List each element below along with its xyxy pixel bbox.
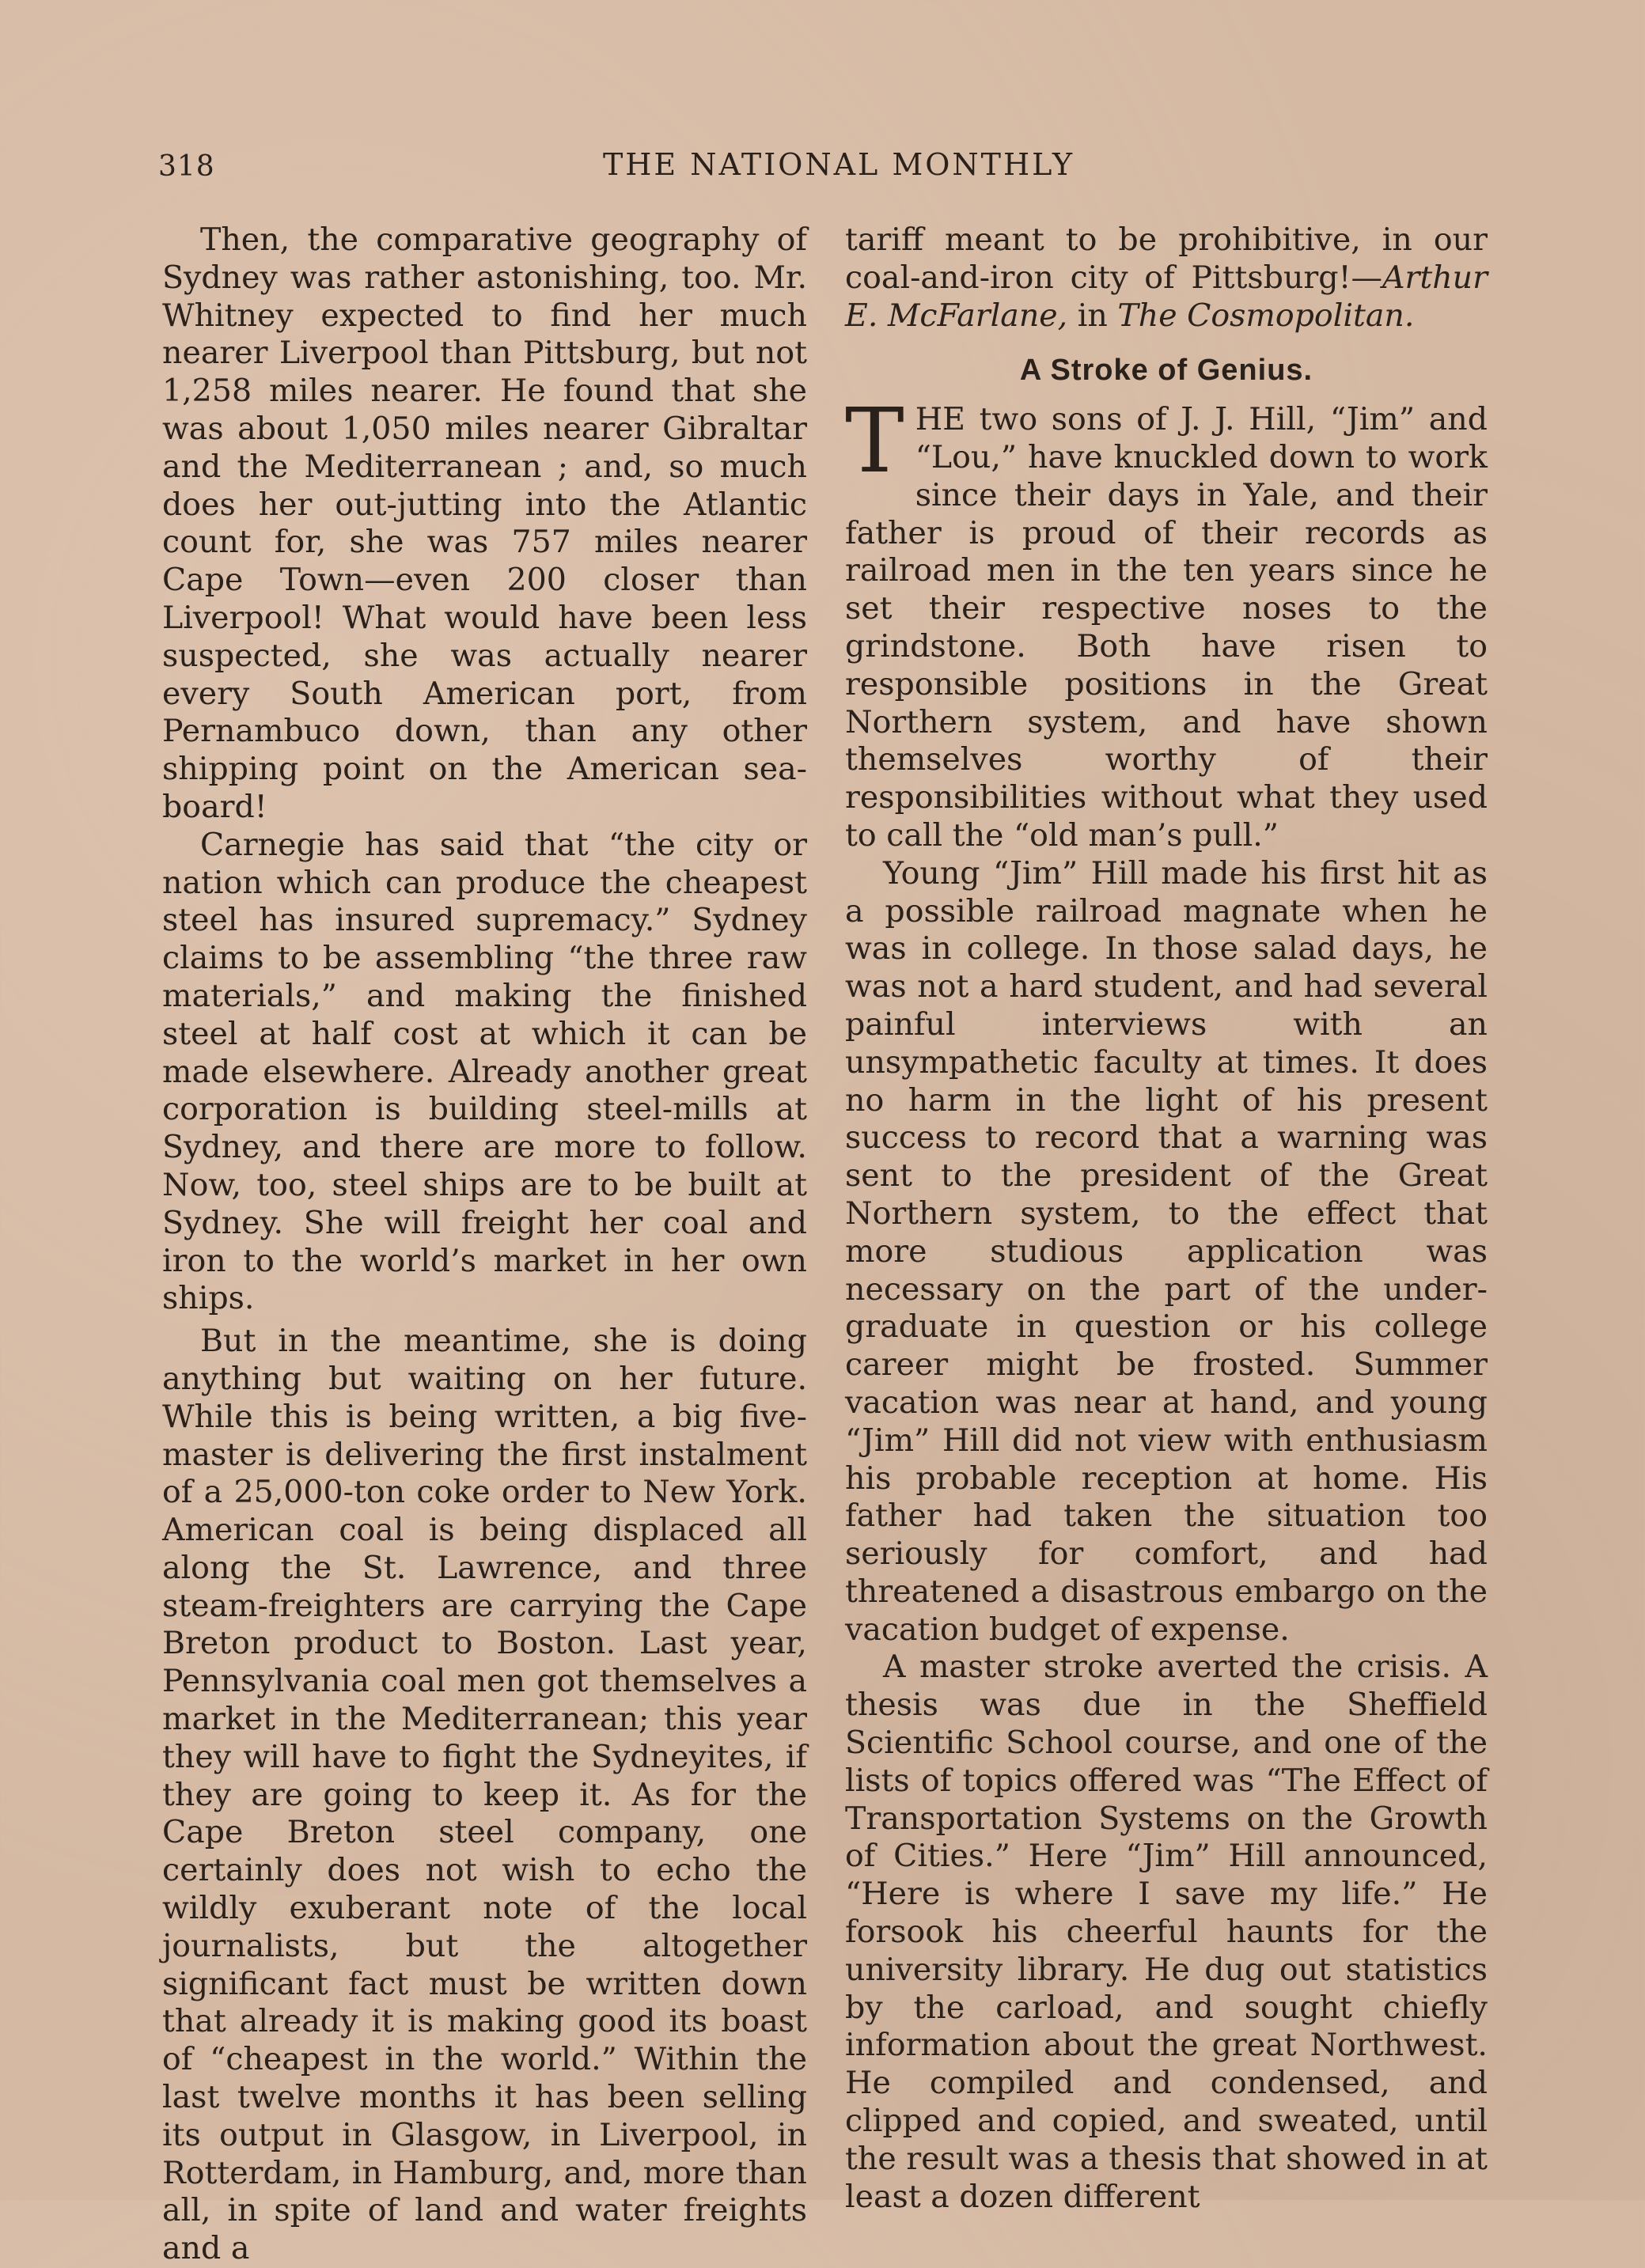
body-paragraph: Carnegie has said that “the city or nation which can produce the cheapest steel has insured supremacy.” Sydney claims to be assembling “the three raw materials,” and making the finished steel at half cost at which it can be made elsewhere. Already another great corporation is building steel-mills at Sydney, and there are more to follow. Now, too, steel ships are to be built at Sydney. She will freight her coal and iron to the world’s market in her own ships. — [162, 826, 807, 1317]
body-paragraph: But in the meantime, she is doing anything but waiting on her future. While this is being written, a big five-master is delivering the first instalment of a 25,000-ton coke order to New York. American coal is being displaced all along the St. Lawrence, and three steam-freighters are carrying the Cape Breton product to Boston. Last year, Pennsylvania coal men got themselves a market in the Mediterranean; this year they will have to fight the Sydneyites, if they are going to keep it. As for the Cape Breton steel company, one certainly does not wish to echo the wildly exuberant note of the local journalists, but the altogether significant fact must be written down that already it is making good its boast of “cheapest in the world.” Within the last twelve months it has been selling its output in Glasgow, in Liverpool, in Rotterdam, in Hamburg, and, more than all, in spite of land and water freights and a — [162, 1323, 807, 2267]
left-column — [162, 221, 807, 2268]
running-head — [158, 142, 1519, 190]
body-paragraph: A master stroke averted the crisis. A thesis was due in the Sheffield Scientific School course, and one of the lists of topics offered was “The Effect of Transportation Systems on the Growth of Cities.” Here “Jim” Hill announced, “Here is where I save my life.” He forsook his cheerful haunts for the university library. He dug out statistics by the carload, and sought chiefly information about the great Northwest. He compiled and condensed, and clipped and copied, and sweated, until the result was a thesis that showed in at least a dozen different — [845, 1649, 1488, 2215]
body-paragraph: Young “Jim” Hill made his first hit as a possible railroad magnate when he was in college. In those salad days, he was not a hard student, and had several painful interviews with an unsympathetic faculty at times. It does no harm in the light of his present success to record that a warning was sent to the president of the Great Northern system, to the effect that more studious application was necessary on the part of the under-graduate in question or his college career might be frosted. Summer vacation was near at hand, and young “Jim” Hill did not view with enthusiasm his probable reception at home. His father had taken the situation too seriously for comfort, and had threatened a disastrous embargo on the vacation budget of expense. — [845, 854, 1488, 1648]
first-paragraph-text: HE two sons of J. J. Hill, “Jim” and “Lou,” have knuckled down to work since their days in Yale, and their father is proud of their records as railroad men in the ten years since he set their respective noses to the grindstone. Both have risen to responsible positions in the Great Northern system, and have shown themselves worthy of their responsibilities without what they used to call the “old man’s pull.” — [845, 401, 1488, 854]
section-heading: A Stroke of Genius. — [1019, 354, 1313, 388]
first-paragraph — [845, 390, 1488, 855]
journal-title: THE NATIONAL MONTHLY — [602, 147, 1075, 182]
attribution-author: Arthur E. McFarlane, — [845, 259, 1488, 334]
drop-cap: T — [845, 390, 904, 494]
attribution-in: in — [1067, 297, 1118, 334]
right-column — [845, 221, 1488, 2216]
continuation-paragraph — [845, 221, 1488, 335]
page-number: 318 — [158, 150, 215, 183]
continuation-text: tariff meant to be prohibitive, in our coal-and-iron city of Pittsburg!— — [845, 221, 1488, 296]
attribution-source: The Cosmopolitan. — [1117, 297, 1415, 334]
body-paragraph: Then, the comparative geography of Sydney was rather astonishing, too. Mr. Whitney expected to find her much nearer Liverpool than Pittsburg, but not 1,258 miles nearer. He found that she was about 1,050 miles nearer Gibraltar and the Mediterranean ; and, so much does her out-jutting into the Atlantic count for, she was 757 miles nearer Cape Town—even 200 closer than Liverpool! What would have been less suspected, she was actually nearer every South American port, from Pernambuco down, than any other shipping point on the American sea-board! — [162, 221, 807, 825]
